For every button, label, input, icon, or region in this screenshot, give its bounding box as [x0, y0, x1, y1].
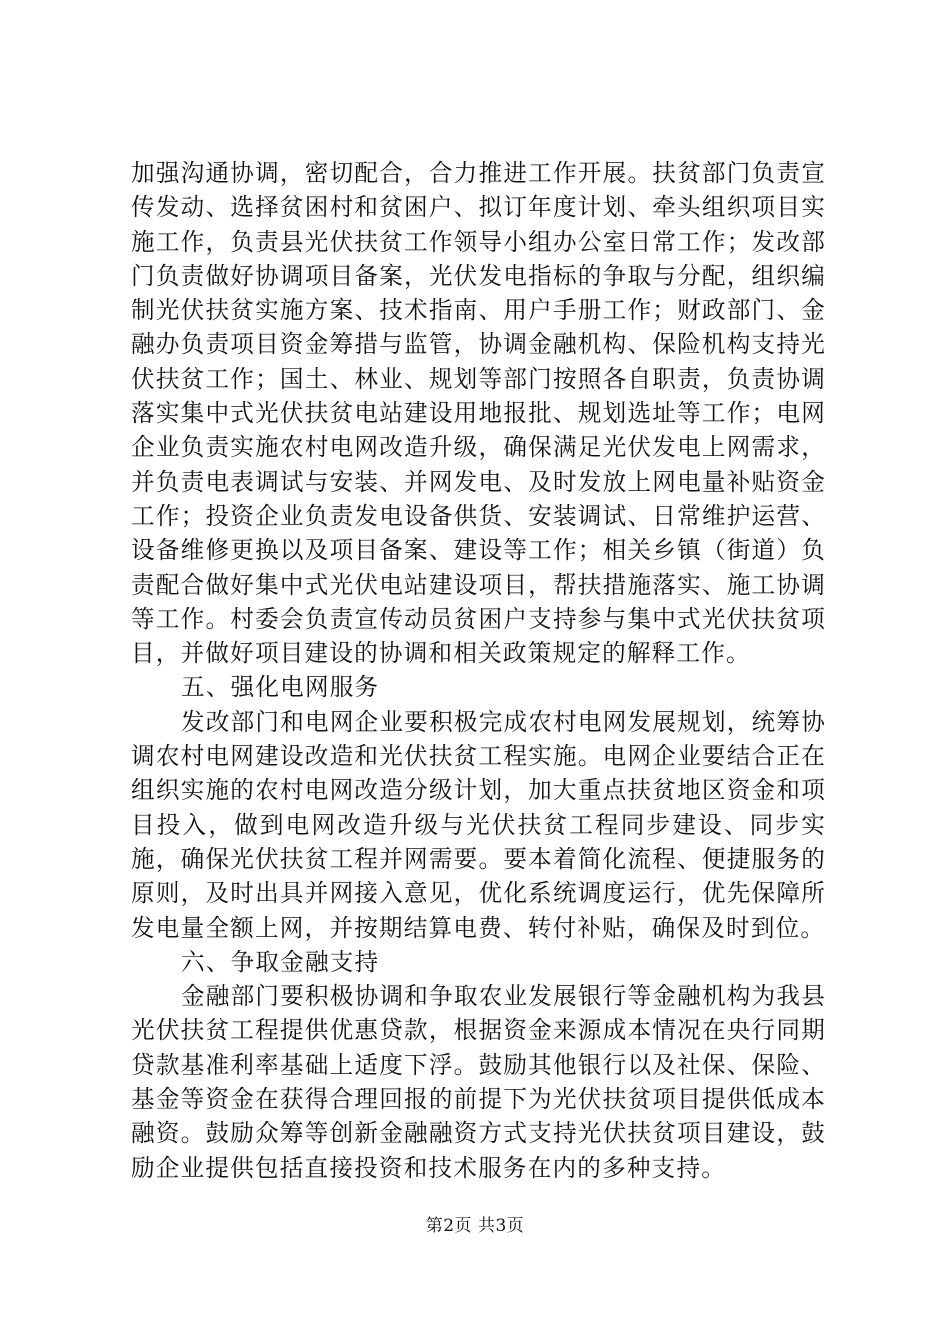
page-footer: [0, 1215, 950, 1237]
page-number-indicator: 第2页 共3页: [425, 1216, 525, 1236]
section-heading-grid-service: 五、强化电网服务: [181, 673, 380, 702]
paragraph-responsibilities: 加强沟通协调，密切配合，合力推进工作开展。扶贫部门负责宣传发动、选择贫困村和贫困户、拟订年度计划、牵头组织项目实施工作，负责县光伏扶贫工作领导小组办公室日常工作；发改部门负责做好协调项目备案，光伏发电指标的争取与分配，组织编制光伏扶贫实施方案、技术指南、用户手册工作；财政部门、金融办负责项目资金筹措与监管，协调金融机构、保险机构支持光伏扶贫工作；国土、林业、规划等部门按照各自职责，负责协调落实集中式光伏扶贫电站建设用地报批、规划选址等工作；电网企业负责实施农村电网改造升级，确保满足光伏发电上网需求，并负责电表调试与安装、并网发电、及时发放上网电量补贴资金工作；投资企业负责发电设备供货、安装调试、日常维护运营、设备维修更换以及项目备案、建设等工作；相关乡镇（街道）负责配合做好集中式光伏电站建设项目，帮扶措施落实、施工协调等工作。村委会负责宣传动员贫困户支持参与集中式光伏扶贫项目，并做好项目建设的协调和相关政策规定的解释工作。: [131, 159, 826, 668]
paragraph-financial-support: 金融部门要积极协调和争取农业发展银行等金融机构为我县光伏扶贫工程提供优惠贷款，根据资金来源成本情况在央行同期贷款基准利率基础上适度下浮。鼓励其他银行以及社保、保险、基金等资金在获得合理回报的前提下为光伏扶贫项目提供低成本融资。鼓励众筹等创新金融融资方式支持光伏扶贫项目建设，鼓励企业提供包括直接投资和技术服务在内的多种支持。: [131, 982, 826, 1182]
document-body: [131, 156, 826, 1185]
section-heading-financial-support: 六、争取金融支持: [181, 947, 380, 976]
paragraph-grid-service: 发改部门和电网企业要积极完成农村电网发展规划，统筹协调农村电网建设改造和光伏扶贫工程实施。电网企业要结合正在组织实施的农村电网改造分级计划，加大重点扶贫地区资金和项目投入，做到电网改造升级与光伏扶贫工程同步建设、同步实施，确保光伏扶贫工程并网需要。要本着简化流程、便捷服务的原则，及时出具并网接入意见，优化系统调度运行，优先保障所发电量全额上网，并按期结算电费、转付补贴，确保及时到位。: [131, 707, 826, 942]
